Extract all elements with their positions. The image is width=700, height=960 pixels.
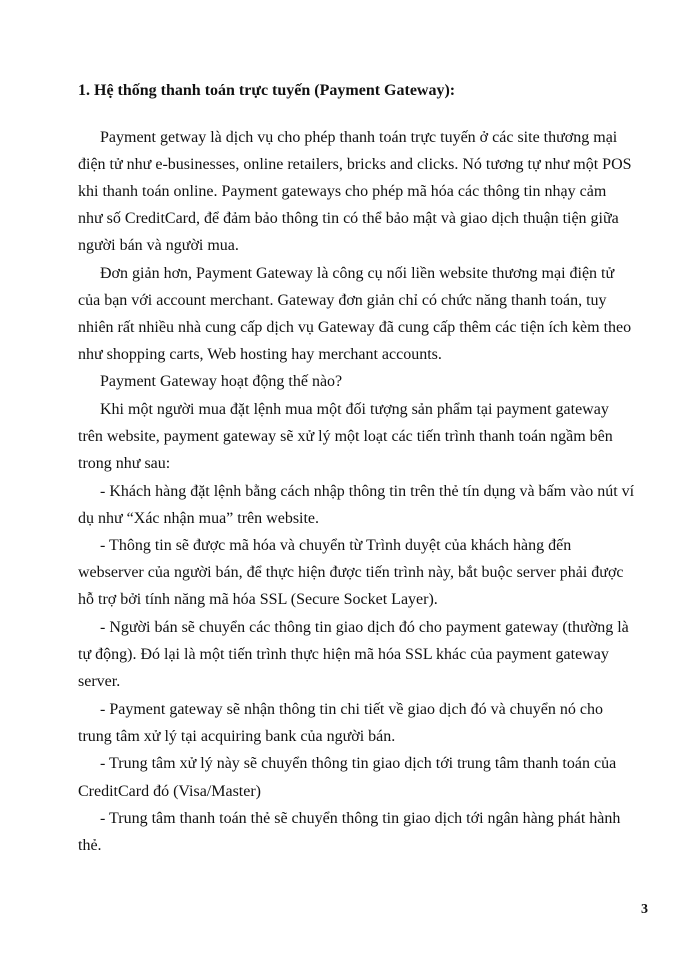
- body-line: Payment Gateway hoạt động thế nào?: [100, 373, 343, 390]
- body-line: như shopping carts, Web hosting hay merchant accounts.: [78, 346, 442, 363]
- body-line: dụ như “Xác nhận mua” trên website.: [78, 510, 320, 527]
- body-line: - Thông tin sẽ được mã hóa và chuyển từ Trình duyệt của khách hàng đến: [100, 537, 572, 554]
- body-line: CreditCard đó (Visa/Master): [78, 783, 261, 800]
- body-line: - Trung tâm thanh toán thẻ sẽ chuyển thông tin giao dịch tới ngân hàng phát hành: [100, 810, 621, 827]
- page-number: 3: [641, 902, 648, 917]
- body-line: Khi một người mua đặt lệnh mua một đối tượng sản phẩm tại payment gateway: [100, 401, 609, 418]
- section-heading: 1. Hệ thống thanh toán trực tuyến (Payment Gateway):: [78, 82, 456, 99]
- body-line: điện tử như e-businesses, online retailers, bricks and clicks. Nó tương tự như một POS: [78, 156, 632, 173]
- body-line: - Khách hàng đặt lệnh bằng cách nhập thông tin trên thẻ tín dụng và bấm vào nút ví: [100, 483, 635, 500]
- body-line: trong như sau:: [78, 455, 171, 472]
- body-line: khi thanh toán online. Payment gateways cho phép mã hóa các thông tin nhạy cảm: [78, 183, 607, 200]
- body-line: như số CreditCard, để đảm bảo thông tin có thể bảo mật và giao dịch thuận tiện giữa: [78, 210, 619, 227]
- body-line: hỗ trợ bởi tính năng mã hóa SSL (Secure Socket Layer).: [78, 591, 438, 608]
- body-line: tự động). Đó lại là một tiến trình thực hiện mã hóa SSL khác của payment gateway: [78, 646, 609, 663]
- body-line: - Người bán sẽ chuyển các thông tin giao dịch đó cho payment gateway (thường là: [100, 619, 629, 636]
- body-line: server.: [78, 673, 121, 690]
- body-line: của bạn với account merchant. Gateway đơn giản chỉ có chức năng thanh toán, tuy: [78, 292, 607, 309]
- body-line: Payment getway là dịch vụ cho phép thanh toán trực tuyến ở các site thương mại: [100, 129, 618, 146]
- body-line: - Payment gateway sẽ nhận thông tin chi tiết về giao dịch đó và chuyển nó cho: [100, 701, 603, 718]
- body-line: Đơn giản hơn, Payment Gateway là công cụ nối liền website thương mại điện tử: [100, 265, 615, 282]
- body-line: webserver của người bán, để thực hiện được tiến trình này, bắt buộc server phải được: [78, 564, 624, 581]
- body-line: nhiên rất nhiều nhà cung cấp dịch vụ Gateway đã cung cấp thêm các tiện ích kèm theo: [78, 319, 632, 336]
- body-line: thẻ.: [78, 837, 102, 854]
- body-line: người bán và người mua.: [78, 237, 239, 254]
- body-line: - Trung tâm xử lý này sẽ chuyển thông tin giao dịch tới trung tâm thanh toán của: [100, 755, 617, 772]
- body-line: trên website, payment gateway sẽ xử lý một loạt các tiến trình thanh toán ngầm bên: [78, 428, 613, 445]
- body-line: trung tâm xử lý tại acquiring bank của người bán.: [78, 728, 396, 745]
